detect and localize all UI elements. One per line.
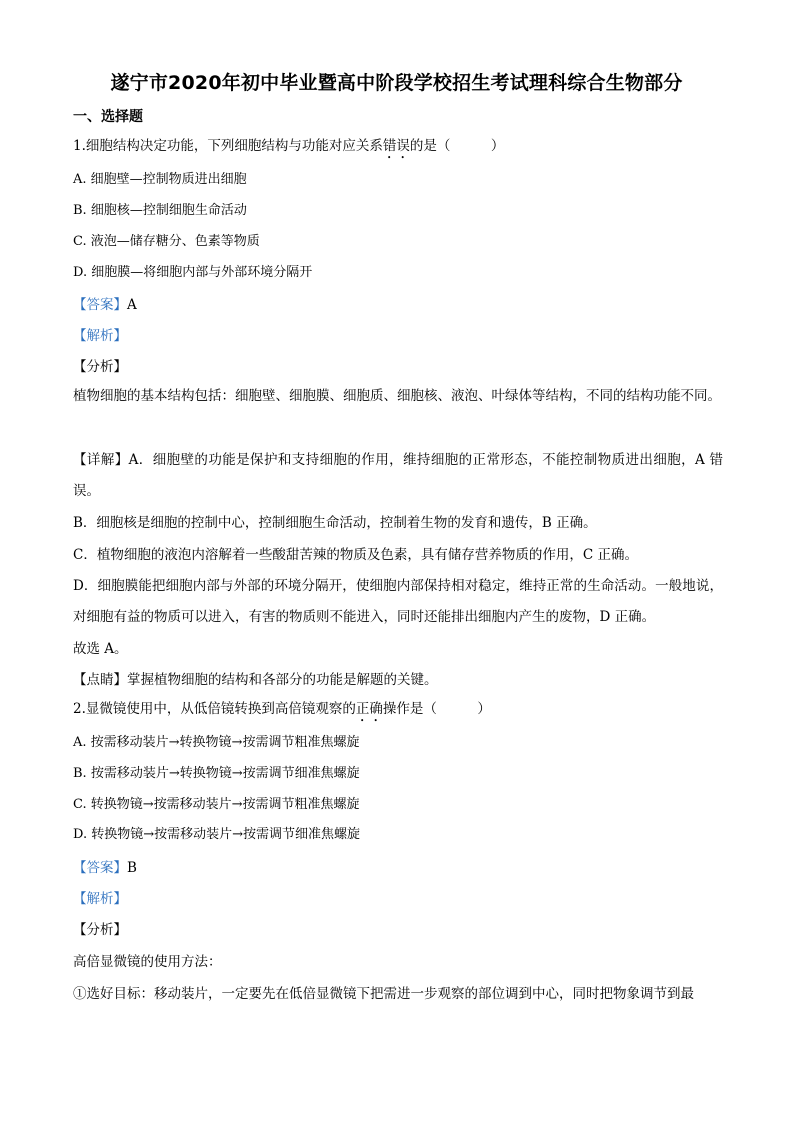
q2-fenxi-tag: 【分析】 [73, 922, 127, 938]
question-1-stem-before: 1.细胞结构决定功能，下列细胞结构与功能对应关系 [73, 138, 383, 154]
answer-value: A [127, 297, 137, 313]
q2-method-title: 高倍显微镜的使用方法： [73, 954, 222, 970]
q1-xiangjie-b: B．细胞核是细胞的控制中心，控制细胞生命活动，控制着生物的发育和遗传，B 正确。 [73, 515, 597, 531]
page-title: 遂宁市2020年初中毕业暨高中阶段学校招生考试理科综合生物部分 [110, 72, 683, 94]
q2-option-a: A. 按需移动装片→转换物镜→按需调节粗准焦螺旋 [73, 735, 360, 750]
q1-fenxi-tag: 【分析】 [73, 359, 127, 375]
q1-choose: 故选 A。 [73, 641, 128, 657]
q1-xiangjie-d: D．细胞膜能把细胞内部与外部的环境分隔开，使细胞内部保持相对稳定，维持正常的生命活动。一般地说，对细胞有益的物质可以进入，有害的物质则不能进入，同时还能排出细胞内产生的废物，D 正确。 [73, 578, 723, 625]
dianjing-text: 掌握植物细胞的结构和各部分的功能是解题的关键。 [127, 672, 438, 688]
q2-option-c: C. 转换物镜→按需移动装片→按需调节粗准焦螺旋 [73, 797, 360, 812]
question-2-stem [73, 700, 491, 725]
q2-step-1: ①选好目标：移动装片，一定要先在低倍显微镜下把需进一步观察的部位调到中心，同时把物象调节到最 [73, 986, 694, 1002]
q1-analysis-tag: 【解析】 [73, 328, 127, 344]
q1-fenxi-text: 植物细胞的基本结构包括：细胞壁、细胞膜、细胞质、细胞核、液泡、叶绿体等结构，不同的结构功能不同。 [73, 388, 721, 404]
question-1-stem-after: 的是（ ） [409, 138, 505, 154]
q1-answer [73, 296, 137, 314]
question-1-emphasis: 错误 [382, 138, 410, 154]
xiangjie-a-text: A．细胞壁的功能是保护和支持细胞的作用，维持细胞的正常形态，不能控制物质进出细胞，A 错误。 [73, 452, 724, 499]
q2-answer [73, 859, 137, 877]
q1-option-b: B. 细胞核—控制细胞生命活动 [73, 203, 247, 218]
q1-xiangjie-c: C．植物细胞的液泡内溶解着一些酸甜苦辣的物质及色素，具有储存营养物质的作用，C 正确。 [73, 547, 638, 563]
q1-option-c: C. 液泡—储存糖分、色素等物质 [73, 234, 260, 249]
q2-option-d: D. 转换物镜→按需移动装片→按需调节细准焦螺旋 [73, 827, 361, 842]
q1-option-a: A. 细胞壁—控制物质进出细胞 [73, 172, 247, 187]
xiangjie-tag: 【详解】 [73, 452, 129, 468]
question-2-stem-after: 操作是（ ） [382, 701, 491, 717]
answer-value: B [127, 860, 137, 876]
q2-option-b: B. 按需移动装片→转换物镜→按需调节细准焦螺旋 [73, 766, 360, 781]
q1-dianjing [73, 671, 438, 689]
answer-tag: 【答案】 [73, 297, 127, 313]
question-1-stem [73, 137, 504, 162]
q1-option-d: D. 细胞膜—将细胞内部与外部环境分隔开 [73, 265, 313, 280]
answer-tag: 【答案】 [73, 860, 127, 876]
section-heading: 一、选择题 [73, 109, 143, 125]
question-2-stem-before: 2.显微镜使用中，从低倍镜转换到高倍镜观察的 [73, 701, 356, 717]
dianjing-tag: 【点睛】 [73, 672, 127, 688]
q2-analysis-tag: 【解析】 [73, 891, 127, 907]
q1-xiangjie-a [73, 445, 723, 507]
question-2-emphasis: 正确 [355, 701, 383, 717]
